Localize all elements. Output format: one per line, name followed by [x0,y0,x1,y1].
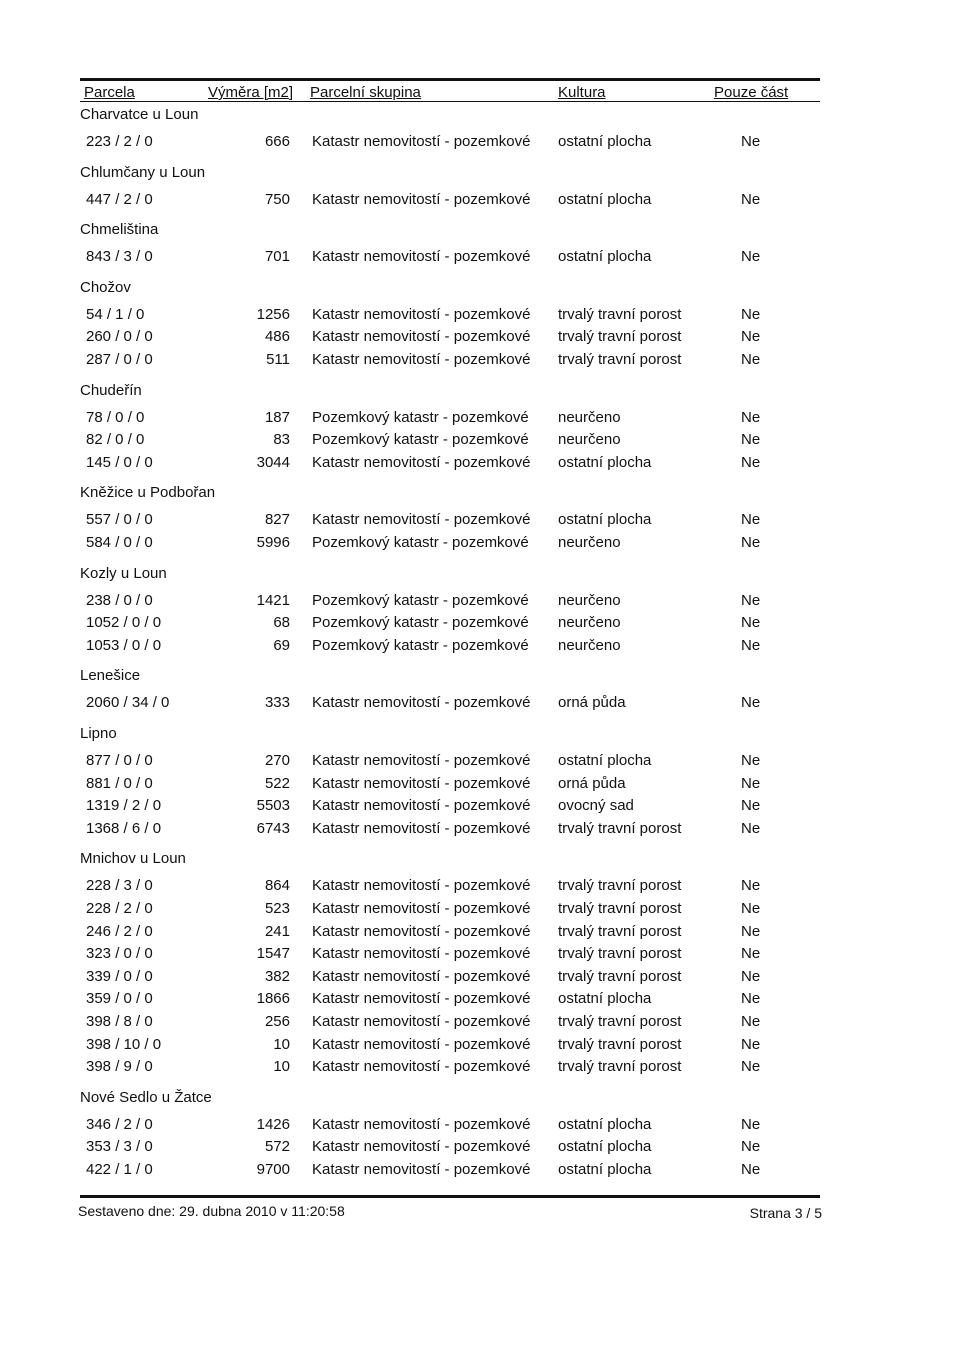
land-use-cell: ostatní plocha [558,1138,652,1156]
footer-rule [80,1195,820,1198]
parcel-group-cell: Katastr nemovitostí - pozemkové [312,877,531,895]
land-use-cell: ovocný sad [558,797,634,815]
area-cell: 827 [264,511,290,529]
land-use-cell: orná půda [558,774,626,792]
area-cell: 486 [264,328,290,346]
parcel-group-cell: Katastr nemovitostí - pozemkové [312,1161,531,1178]
parcel-group-cell: Pozemkový katastr - pozemkové [312,636,529,654]
partial-flag-cell: Ne [741,752,761,769]
header-parcela: Parcela [84,84,135,101]
table-row [0,248,960,270]
land-use-cell: ostatní plocha [558,511,652,529]
parcel-group-cell: Pozemkový katastr - pozemkové [312,431,529,449]
partial-flag-cell: Ne [741,351,761,368]
partial-flag-cell: Ne [741,328,761,346]
area-cell: 572 [264,1138,290,1156]
parcel-number-cell: 1053 / 0 / 0 [86,636,162,654]
parcel-group-cell: Pozemkový katastr - pozemkové [312,591,529,609]
area-cell: 6743 [256,819,290,837]
table-row [0,877,960,899]
partial-flag-cell: Ne [741,922,761,940]
area-cell: 666 [264,133,290,150]
land-use-cell: ostatní plocha [558,248,652,266]
area-cell: 333 [264,694,290,712]
area-cell: 523 [264,900,290,917]
area-cell: 5503 [256,797,290,815]
land-use-cell: trvalý travní porost [558,1058,682,1076]
table-row [0,694,960,716]
table-row [0,990,960,1012]
parcel-group-cell: Katastr nemovitostí - pozemkové [312,1115,531,1133]
table-row [0,351,960,373]
land-use-cell: orná půda [558,694,626,712]
table-row [0,1161,960,1183]
area-cell: 1426 [256,1115,290,1133]
partial-flag-cell: Ne [741,819,761,837]
partial-flag-cell: Ne [741,774,761,792]
land-use-cell: trvalý travní porost [558,819,682,837]
parcel-number-cell: 228 / 3 / 0 [86,877,153,895]
parcel-group-cell: Katastr nemovitostí - pozemkové [312,133,531,150]
table-row [0,752,960,774]
area-cell: 270 [264,752,290,769]
table-row [0,637,960,659]
parcel-group-cell: Katastr nemovitostí - pozemkové [312,305,531,323]
header-kultura: Kultura [558,84,606,101]
table-row [0,454,960,476]
land-use-cell: ostatní plocha [558,1115,652,1133]
area-cell: 750 [264,190,290,208]
table-row [0,431,960,453]
area-cell: 1547 [256,945,290,963]
land-use-cell: trvalý travní porost [558,305,682,323]
land-use-cell: trvalý travní porost [558,922,682,940]
partial-flag-cell: Ne [741,990,761,1008]
cadastral-area-title: Chlumčany u Loun [80,163,206,181]
parcel-number-cell: 843 / 3 / 0 [86,248,153,266]
parcel-group-cell: Katastr nemovitostí - pozemkové [312,453,531,471]
land-use-cell: neurčeno [558,591,621,609]
partial-flag-cell: Ne [741,967,761,985]
parcel-number-cell: 584 / 0 / 0 [86,534,153,551]
parcel-group-cell: Pozemkový katastr - pozemkové [312,614,529,632]
table-row [0,133,960,155]
partial-flag-cell: Ne [741,694,761,712]
parcel-group-cell: Katastr nemovitostí - pozemkové [312,819,531,837]
table-row [0,945,960,967]
partial-flag-cell: Ne [741,305,761,323]
parcel-group-cell: Katastr nemovitostí - pozemkové [312,328,531,346]
parcel-number-cell: 287 / 0 / 0 [86,351,153,368]
parcel-group-cell: Katastr nemovitostí - pozemkové [312,945,531,963]
land-use-cell: neurčeno [558,431,621,449]
table-row [0,306,960,328]
parcel-number-cell: 260 / 0 / 0 [86,328,153,346]
parcel-group-cell: Katastr nemovitostí - pozemkové [312,990,531,1008]
parcel-group-cell: Pozemkový katastr - pozemkové [312,534,529,551]
parcel-number-cell: 1052 / 0 / 0 [86,614,162,632]
parcel-number-cell: 1368 / 6 / 0 [86,819,162,837]
land-use-cell: neurčeno [558,614,621,632]
area-cell: 187 [264,408,290,426]
partial-flag-cell: Ne [741,453,761,471]
area-cell: 9700 [256,1161,290,1178]
table-row [0,409,960,431]
partial-flag-cell: Ne [741,133,761,150]
area-cell: 382 [264,967,290,985]
area-cell: 10 [273,1058,290,1076]
table-row [0,1058,960,1080]
parcel-number-cell: 398 / 9 / 0 [86,1058,153,1076]
parcel-group-cell: Katastr nemovitostí - pozemkové [312,797,531,815]
land-use-cell: trvalý travní porost [558,1013,682,1030]
parcel-number-cell: 877 / 0 / 0 [86,752,153,769]
parcel-number-cell: 82 / 0 / 0 [86,431,145,449]
land-use-cell: trvalý travní porost [558,945,682,963]
land-use-cell: neurčeno [558,534,621,551]
partial-flag-cell: Ne [741,1013,761,1030]
partial-flag-cell: Ne [741,1115,761,1133]
parcel-group-cell: Katastr nemovitostí - pozemkové [312,1035,531,1053]
land-use-cell: neurčeno [558,636,621,654]
parcel-number-cell: 398 / 10 / 0 [86,1035,162,1053]
area-cell: 701 [264,248,290,266]
parcel-number-cell: 1319 / 2 / 0 [86,797,162,815]
table-row [0,968,960,990]
parcel-group-cell: Katastr nemovitostí - pozemkové [312,900,531,917]
parcel-number-cell: 447 / 2 / 0 [86,190,153,208]
table-row [0,1138,960,1160]
parcel-number-cell: 557 / 0 / 0 [86,511,153,529]
land-use-cell: neurčeno [558,408,621,426]
land-use-cell: ostatní plocha [558,752,652,769]
area-cell: 511 [266,351,290,368]
partial-flag-cell: Ne [741,511,761,529]
area-cell: 69 [273,636,290,654]
parcel-group-cell: Katastr nemovitostí - pozemkové [312,752,531,769]
area-cell: 83 [273,431,290,449]
partial-flag-cell: Ne [741,877,761,895]
parcel-group-cell: Katastr nemovitostí - pozemkové [312,1058,531,1076]
cadastral-area-title: Kozly u Loun [80,564,167,582]
area-cell: 5996 [256,534,290,551]
table-row [0,900,960,922]
land-use-cell: ostatní plocha [558,990,652,1008]
cadastral-area-title: Lenešice [80,667,141,685]
parcel-group-cell: Katastr nemovitostí - pozemkové [312,922,531,940]
cadastral-area-title: Kněžice u Podbořan [80,484,216,502]
cadastral-area-title: Chožov [80,278,131,296]
parcel-number-cell: 54 / 1 / 0 [86,305,145,323]
cadastral-area-title: Nové Sedlo u Žatce [80,1088,212,1106]
table-row [0,511,960,533]
parcel-group-cell: Katastr nemovitostí - pozemkové [312,967,531,985]
parcel-group-cell: Katastr nemovitostí - pozemkové [312,774,531,792]
parcel-number-cell: 359 / 0 / 0 [86,990,153,1008]
partial-flag-cell: Ne [741,797,761,815]
parcel-number-cell: 78 / 0 / 0 [86,408,145,426]
parcel-number-cell: 145 / 0 / 0 [86,453,153,471]
table-row [0,614,960,636]
parcel-group-cell: Katastr nemovitostí - pozemkové [312,511,531,529]
parcel-group-cell: Katastr nemovitostí - pozemkové [312,351,531,368]
partial-flag-cell: Ne [741,614,761,632]
parcel-number-cell: 238 / 0 / 0 [86,591,153,609]
parcel-number-cell: 246 / 2 / 0 [86,922,153,940]
table-row [0,797,960,819]
parcel-number-cell: 2060 / 34 / 0 [86,694,170,712]
area-cell: 1866 [256,990,290,1008]
land-use-cell: trvalý travní porost [558,967,682,985]
partial-flag-cell: Ne [741,431,761,449]
table-row [0,328,960,350]
land-use-cell: trvalý travní porost [558,900,682,917]
land-use-cell: trvalý travní porost [558,877,682,895]
land-use-cell: ostatní plocha [558,190,652,208]
parcel-number-cell: 339 / 0 / 0 [86,967,153,985]
parcel-group-cell: Katastr nemovitostí - pozemkové [312,1138,531,1156]
compiled-date: Sestaveno dne: 29. dubna 2010 v 11:20:58 [78,1203,345,1219]
table-row [0,534,960,556]
parcel-group-cell: Katastr nemovitostí - pozemkové [312,1013,531,1030]
partial-flag-cell: Ne [741,1161,761,1178]
header-underline [80,101,820,102]
table-row [0,820,960,842]
partial-flag-cell: Ne [741,190,761,208]
parcel-group-cell: Katastr nemovitostí - pozemkové [312,248,531,266]
table-row [0,1013,960,1035]
partial-flag-cell: Ne [741,534,761,551]
land-use-cell: trvalý travní porost [558,1035,682,1053]
area-cell: 10 [273,1035,290,1053]
parcel-number-cell: 353 / 3 / 0 [86,1138,153,1156]
table-row [0,1116,960,1138]
cadastral-area-title: Lipno [80,725,117,742]
header-vymera: Výměra [m2] [208,84,294,101]
parcel-group-cell: Katastr nemovitostí - pozemkové [312,694,531,712]
area-cell: 3044 [256,453,290,471]
partial-flag-cell: Ne [741,636,761,654]
partial-flag-cell: Ne [741,1058,761,1076]
parcel-number-cell: 398 / 8 / 0 [86,1013,153,1030]
area-cell: 1421 [256,591,290,609]
area-cell: 68 [273,614,290,632]
land-use-cell: trvalý travní porost [558,351,682,368]
parcel-number-cell: 422 / 1 / 0 [86,1161,153,1178]
area-cell: 864 [264,877,290,895]
cadastral-area-title: Chmeliština [80,221,159,239]
partial-flag-cell: Ne [741,248,761,266]
cadastral-area-title: Mnichov u Loun [80,850,186,868]
table-row [0,775,960,797]
partial-flag-cell: Ne [741,408,761,426]
parcel-number-cell: 223 / 2 / 0 [86,133,153,150]
cadastral-area-title: Chudeřín [80,381,142,399]
parcel-number-cell: 881 / 0 / 0 [86,774,153,792]
cadastral-area-title: Charvatce u Loun [80,106,199,123]
parcel-group-cell: Pozemkový katastr - pozemkové [312,408,529,426]
header-pouze-cast: Pouze část [714,84,789,101]
area-cell: 1256 [256,305,290,323]
area-cell: 241 [264,922,290,940]
partial-flag-cell: Ne [741,945,761,963]
page-number: Strana 3 / 5 [749,1205,822,1221]
partial-flag-cell: Ne [741,900,761,917]
land-use-cell: ostatní plocha [558,1161,652,1178]
table-row [0,592,960,614]
land-use-cell: ostatní plocha [558,133,652,150]
land-use-cell: trvalý travní porost [558,328,682,346]
parcel-group-cell: Katastr nemovitostí - pozemkové [312,190,531,208]
header-parcelni-skupina: Parcelní skupina [310,84,421,101]
parcel-number-cell: 228 / 2 / 0 [86,900,153,917]
partial-flag-cell: Ne [741,1035,761,1053]
top-rule [80,78,820,81]
land-use-cell: ostatní plocha [558,453,652,471]
partial-flag-cell: Ne [741,1138,761,1156]
table-row [0,923,960,945]
table-row [0,1036,960,1058]
area-cell: 522 [264,774,290,792]
parcel-number-cell: 346 / 2 / 0 [86,1115,153,1133]
table-row [0,191,960,213]
partial-flag-cell: Ne [741,591,761,609]
parcel-number-cell: 323 / 0 / 0 [86,945,153,963]
area-cell: 256 [264,1013,290,1030]
